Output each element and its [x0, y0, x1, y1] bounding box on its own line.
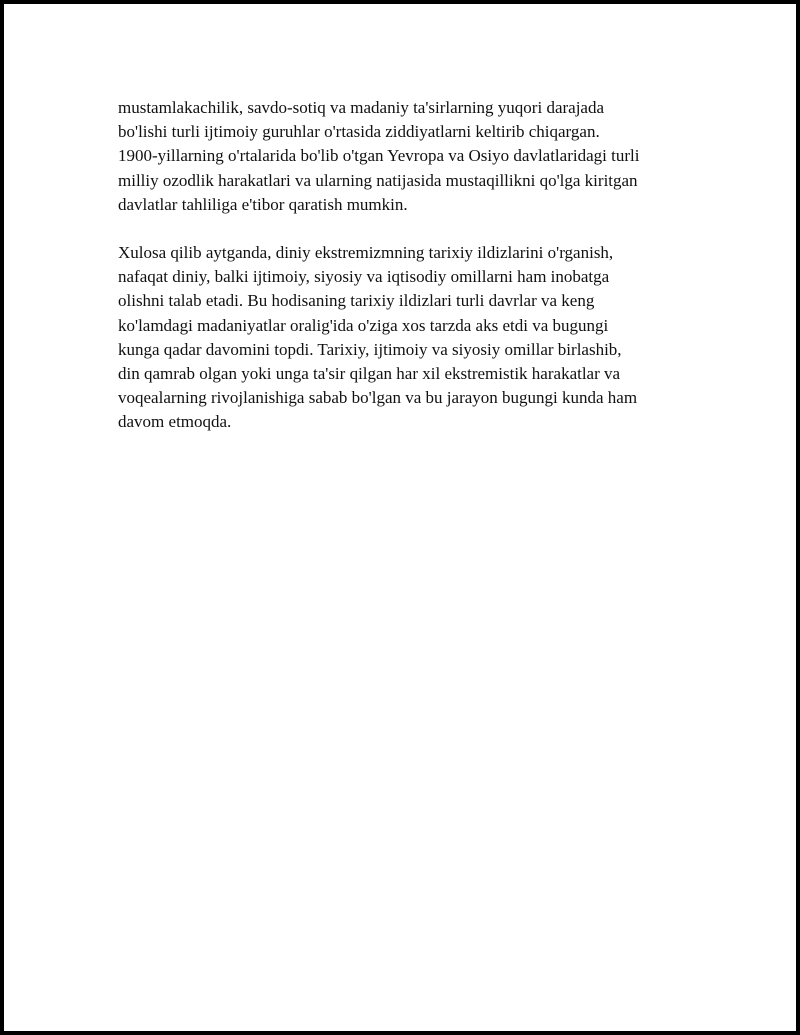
text-line: nafaqat diniy, balki ijtimoiy, siyosiy va iqtisodiy omillarni ham inobatga	[118, 267, 610, 287]
text-line: din qamrab olgan yoki unga ta'sir qilgan har xil ekstremistik harakatlar va	[118, 364, 621, 384]
paragraph-conclusion	[118, 241, 698, 435]
text-line: mustamlakachilik, savdo-sotiq va madaniy ta'sirlarning yuqori darajada	[118, 98, 605, 117]
text-line: olishni talab etadi. Bu hodisaning tarixiy ildizlari turli davrlar va keng	[118, 291, 595, 311]
text-line: Xulosa qilib aytganda, diniy ekstremizmning tarixiy ildizlarini o'rganish,	[118, 243, 614, 263]
text-line: kunga qadar davomini topdi. Tarixiy, ijtimoiy va siyosiy omillar birlashib,	[118, 339, 622, 359]
text-line: davlatlar tahliliga e'tibor qaratish mumkin.	[118, 194, 408, 214]
text-line: ko'lamdagi madaniyatlar oralig'ida o'ziga xos tarzda aks etdi va bugungi	[118, 315, 609, 335]
text-line: voqealarning rivojlanishiga sabab bo'lgan va bu jarayon bugungi kunda ham	[118, 388, 638, 408]
text-line: milliy ozodlik harakatlari va ularning natijasida mustaqillikni qo'lga kiritgan	[118, 170, 638, 190]
page-body	[118, 96, 698, 435]
paragraph-continuation	[118, 96, 698, 217]
text-line: 1900-yillarning o'rtalarida bo'lib o'tgan Yevropa va Osiyo davlatlaridagi turli	[118, 146, 640, 166]
text-line: davom etmoqda.	[118, 412, 232, 432]
text-line: bo'lishi turli ijtimoiy guruhlar o'rtasida ziddiyatlarni keltirib chiqargan.	[118, 122, 600, 142]
